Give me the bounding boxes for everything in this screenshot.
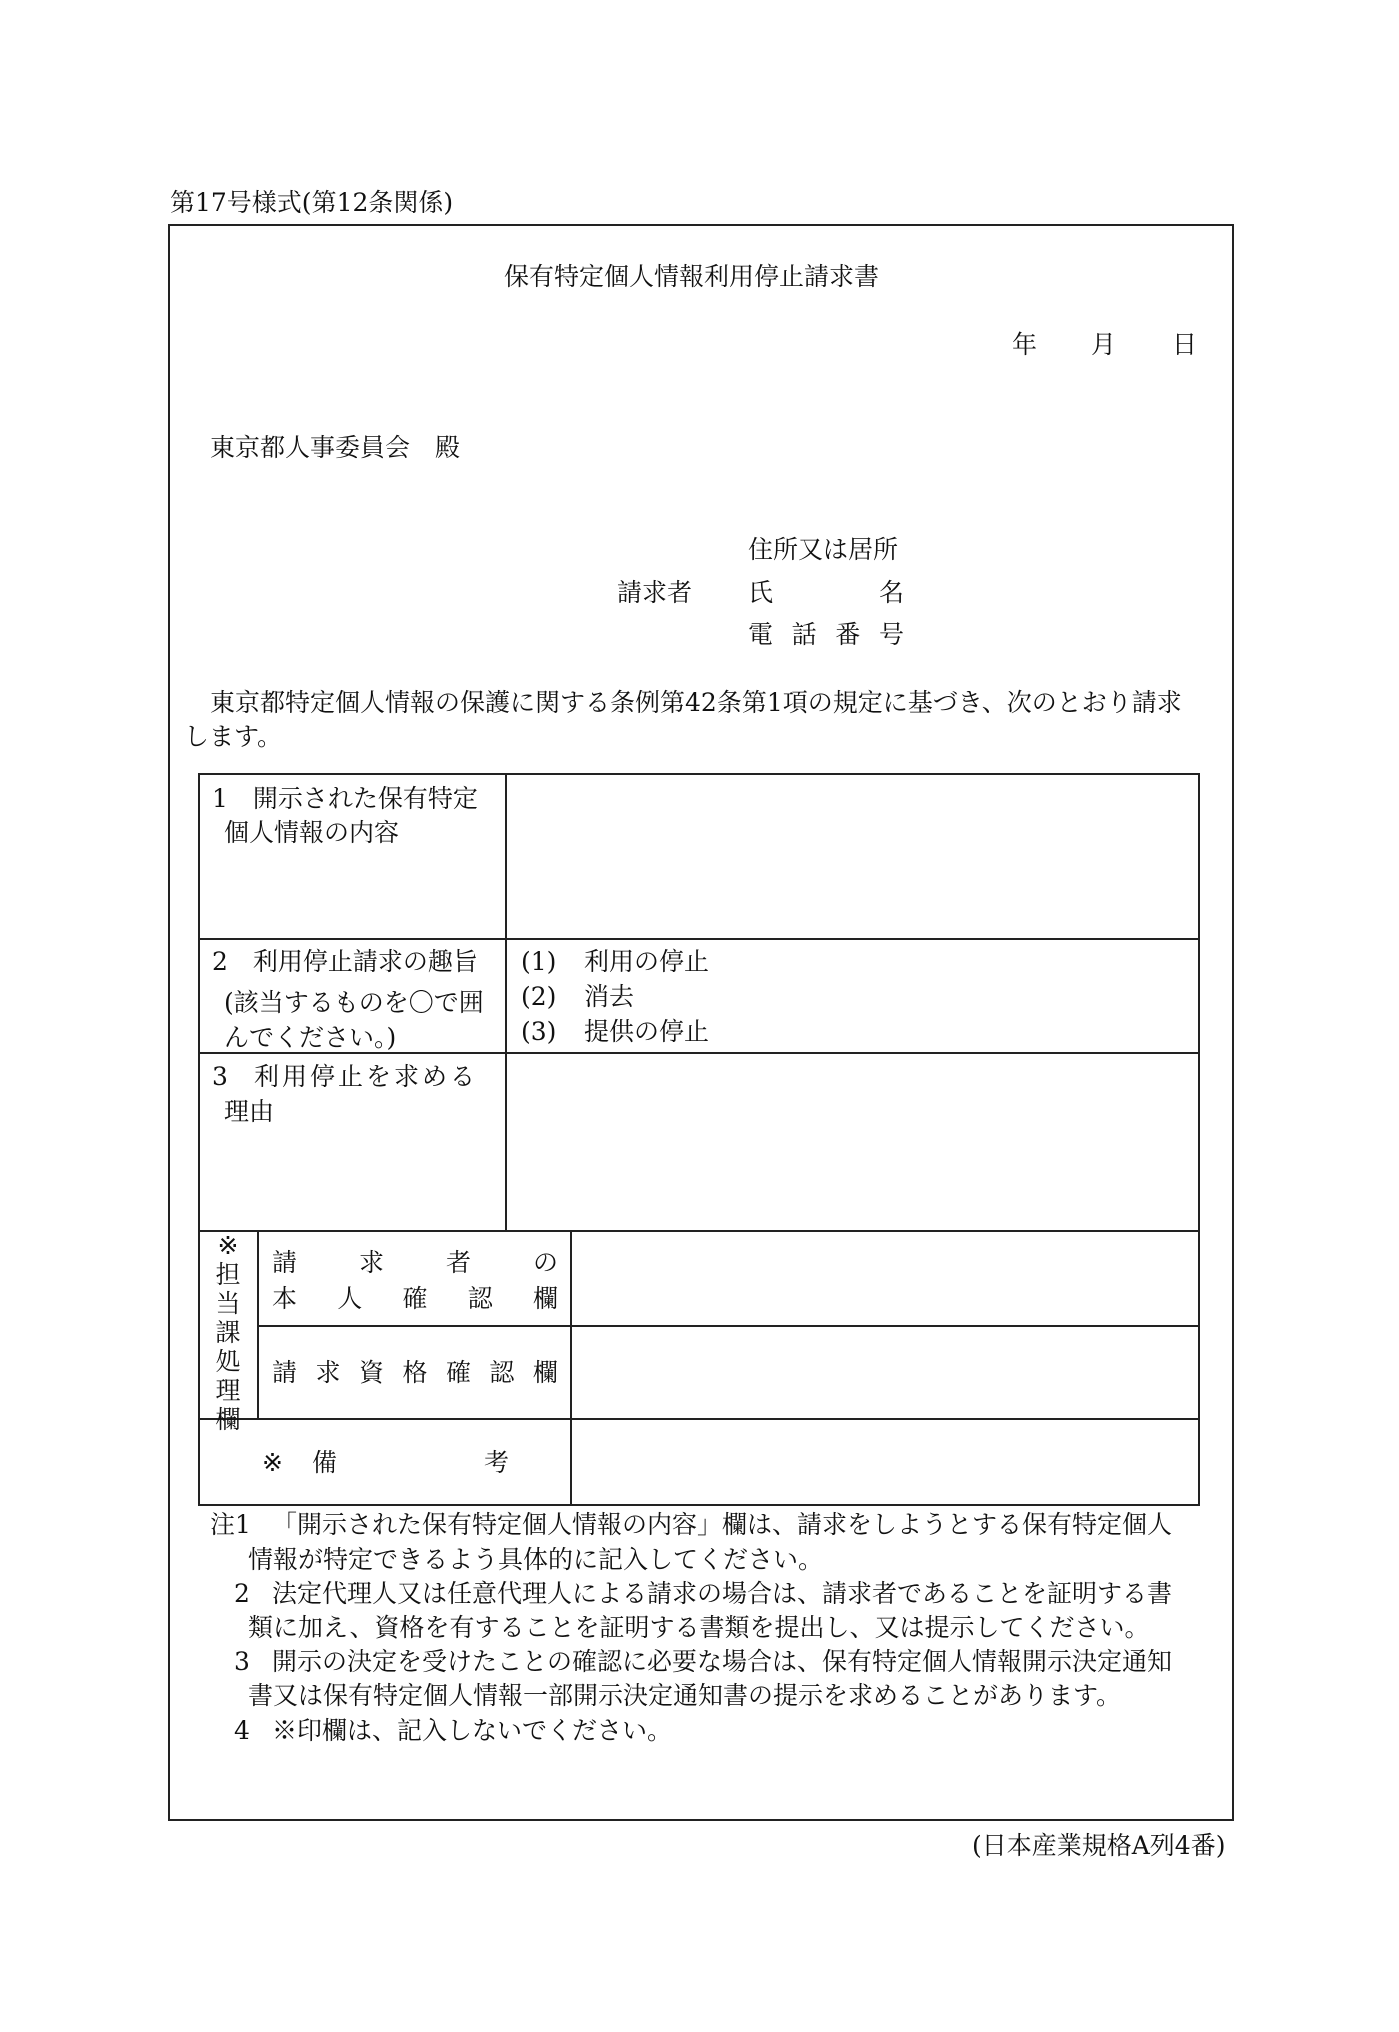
identity-char: 者 [445, 1248, 471, 1277]
identity-label-line-2 [272, 1282, 558, 1316]
reason-input-cell[interactable] [508, 1055, 1196, 1228]
phone-label-char: 号 [878, 620, 904, 649]
phone-label-char: 話 [791, 620, 817, 649]
address-label: 住所又は居所 [748, 535, 899, 564]
identity-label-line-1 [272, 1246, 558, 1280]
qualification-label [272, 1356, 558, 1390]
row3-label-number: 3 [212, 1062, 228, 1091]
option-delete[interactable]: 消去 [584, 982, 635, 1011]
intro-line-2: します。 [184, 722, 283, 751]
identity-char: 確 [402, 1284, 428, 1313]
identity-char: 請 [272, 1248, 298, 1277]
note-1-line-1: 「開示された保有特定個人情報の内容」欄は、請求をしようとする保有特定個人 [272, 1510, 1173, 1539]
qualification-char: 認 [489, 1358, 515, 1387]
table-col-divider [505, 773, 507, 1232]
name-label-char: 名 [878, 578, 904, 607]
note-2-line-1: 法定代理人又は任意代理人による請求の場合は、請求者であることを証明する書 [272, 1579, 1173, 1608]
option-stop-provision[interactable]: 提供の停止 [584, 1017, 710, 1046]
identity-char: 認 [467, 1284, 493, 1313]
date-year-label: 年 [1012, 330, 1038, 359]
office-use-label [213, 1231, 243, 1434]
table-col-divider [257, 1230, 259, 1420]
note-2-line-2: 類に加え、資格を有することを証明する書類を提出し、又は提示してください。 [248, 1613, 1150, 1642]
row1-label-line-2: 個人情報の内容 [224, 818, 400, 847]
note-1-line-2: 情報が特定できるよう具体的に記入してください。 [248, 1545, 824, 1574]
note-3-line-2: 書又は保有特定個人情報一部開示決定通知書の提示を求めることがあります。 [248, 1681, 1122, 1710]
table-row-divider [198, 1418, 1200, 1420]
office-use-char: 課 [215, 1318, 241, 1347]
office-use-char: ※ [217, 1231, 239, 1260]
remarks-char: 考 [484, 1448, 510, 1477]
office-use-char: 処 [215, 1347, 241, 1376]
qualification-char: 格 [402, 1358, 428, 1387]
phone-label-char: 電 [748, 620, 774, 649]
qualification-char: 確 [445, 1358, 471, 1387]
qualification-char: 請 [272, 1358, 298, 1387]
option-number: (2) [521, 982, 557, 1011]
office-use-char: 当 [215, 1289, 241, 1318]
identity-char: 求 [358, 1248, 384, 1277]
intro-line-1: 東京都特定個人情報の保護に関する条例第42条第1項の規定に基づき、次のとおり請求 [210, 688, 1182, 717]
row2-label-line-1: 2 利用停止請求の趣旨 [212, 947, 478, 976]
paper-size-note: (日本産業規格A列4番) [972, 1831, 1226, 1860]
row3-label-line-1: 利用停止を求める [254, 1062, 479, 1091]
office-use-char: 欄 [215, 1405, 241, 1434]
remarks-char: 備 [312, 1448, 338, 1477]
table-row-divider [198, 938, 1200, 940]
phone-label [748, 618, 904, 652]
row3-label-line-2: 理由 [224, 1097, 275, 1126]
option-number: (1) [521, 947, 557, 976]
table-col-divider [570, 1230, 572, 1506]
office-use-char: 理 [215, 1376, 241, 1405]
name-label-char: 氏 [748, 578, 774, 607]
identity-char: 欄 [532, 1284, 558, 1313]
page-title: 保有特定個人情報利用停止請求書 [504, 262, 880, 291]
identity-char: の [532, 1248, 558, 1277]
identity-char: 人 [337, 1284, 363, 1313]
office-use-char: 担 [215, 1260, 241, 1289]
row2-label-line-3: んでください。) [224, 1023, 397, 1052]
row1-label-line-1: 1 開示された保有特定 [212, 784, 478, 813]
qualification-char: 求 [315, 1358, 341, 1387]
note-1-prefix: 注1 [210, 1510, 251, 1539]
note-3-line-1: 開示の決定を受けたことの確認に必要な場合は、保有特定個人情報開示決定通知 [272, 1647, 1173, 1676]
remarks-mark: ※ [262, 1448, 283, 1477]
option-number: (3) [521, 1017, 557, 1046]
date-month-label: 月 [1091, 330, 1117, 359]
note-4-line-1: ※印欄は、記入しないでください。 [272, 1716, 673, 1745]
qualification-char: 資 [358, 1358, 384, 1387]
note-2-prefix: 2 [234, 1579, 250, 1608]
phone-label-char: 番 [835, 620, 861, 649]
name-label [748, 576, 904, 610]
date-day-label: 日 [1172, 330, 1198, 359]
qualification-char: 欄 [532, 1358, 558, 1387]
note-3-prefix: 3 [234, 1647, 250, 1676]
requester-label: 請求者 [617, 578, 693, 607]
note-4-prefix: 4 [234, 1716, 250, 1745]
form-number: 第17号様式(第12条関係) [170, 188, 454, 217]
identity-char: 本 [272, 1284, 298, 1313]
content-input-cell[interactable] [508, 776, 1196, 936]
table-row-divider [198, 1230, 1200, 1232]
addressee: 東京都人事委員会 殿 [210, 433, 461, 462]
row2-label-line-2: (該当するものを〇で囲 [224, 988, 484, 1017]
option-stop-use[interactable]: 利用の停止 [584, 947, 710, 976]
table-row-divider [258, 1325, 1200, 1327]
